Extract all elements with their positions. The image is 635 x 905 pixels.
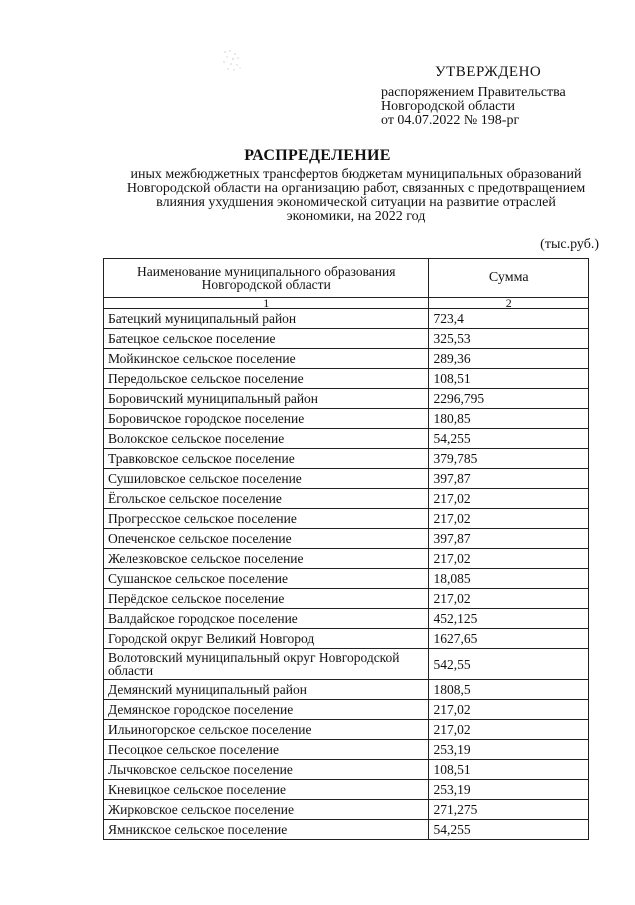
header-name-cell: Наименование муниципального образования Новгородской области: [104, 259, 429, 298]
subtitle-line-1: иных межбюджетных трансфертов бюджетам муниципальных образований: [130, 167, 582, 182]
municipality-name-cell: Кневицкое сельское поселение: [104, 780, 429, 800]
municipality-name-cell: Опеченское сельское поселение: [104, 529, 429, 549]
subtitle-line-3: влияния ухудшения экономической ситуации на развитие отраслей: [156, 195, 556, 210]
table-row: [104, 800, 589, 820]
table-row: [104, 820, 589, 840]
scan-smudge-mark: [221, 48, 243, 74]
amount-cell: 217,02: [429, 589, 589, 609]
municipality-name-cell: Батецкое сельское поселение: [104, 329, 429, 349]
distribution-table: [103, 258, 589, 840]
approval-title: УТВЕРЖДЕНО: [435, 64, 542, 80]
amount-cell: 54,255: [429, 429, 589, 449]
municipality-name-cell: Волотовский муниципальный округ Новгородской области: [104, 649, 429, 680]
amount-cell: 217,02: [429, 549, 589, 569]
table-row: [104, 549, 589, 569]
table-row: [104, 429, 589, 449]
approval-line-2: Новгородской области: [381, 99, 515, 114]
document-title: РАСПРЕДЕЛЕНИЕ: [244, 147, 391, 164]
municipality-name-cell: Ильиногорское сельское поселение: [104, 720, 429, 740]
table-row: [104, 489, 589, 509]
municipality-name-cell: Сушанское сельское поселение: [104, 569, 429, 589]
municipality-name-cell: Демянское городское поселение: [104, 700, 429, 720]
amount-cell: 18,085: [429, 569, 589, 589]
municipality-name-cell: Прогресское сельское поселение: [104, 509, 429, 529]
table-row: [104, 529, 589, 549]
amount-cell: 397,87: [429, 469, 589, 489]
amount-cell: 452,125: [429, 609, 589, 629]
table-row: [104, 409, 589, 429]
table-row: [104, 449, 589, 469]
municipality-name-cell: Боровичское городское поселение: [104, 409, 429, 429]
municipality-name-cell: Перёдское сельское поселение: [104, 589, 429, 609]
table-row: [104, 720, 589, 740]
amount-cell: 379,785: [429, 449, 589, 469]
table-row: [104, 609, 589, 629]
column-number-2: 2: [429, 298, 589, 309]
table-row: [104, 369, 589, 389]
amount-cell: 271,275: [429, 800, 589, 820]
amount-cell: 217,02: [429, 509, 589, 529]
municipality-name-cell: Жирковское сельское поселение: [104, 800, 429, 820]
amount-cell: 217,02: [429, 489, 589, 509]
municipality-name-cell: Ямникское сельское поселение: [104, 820, 429, 840]
amount-cell: 253,19: [429, 740, 589, 760]
table-header-row: [104, 259, 589, 298]
approval-line-1: распоряжением Правительства: [381, 85, 566, 100]
table-row: [104, 760, 589, 780]
table-row: [104, 740, 589, 760]
header-sum-cell: Сумма: [429, 259, 589, 298]
table-row: [104, 629, 589, 649]
table-row: [104, 469, 589, 489]
amount-cell: 108,51: [429, 760, 589, 780]
table-row: [104, 680, 589, 700]
municipality-name-cell: Валдайское городское поселение: [104, 609, 429, 629]
amount-cell: 180,85: [429, 409, 589, 429]
municipality-name-cell: Сушиловское сельское поселение: [104, 469, 429, 489]
table-row: [104, 589, 589, 609]
amount-cell: 253,19: [429, 780, 589, 800]
municipality-name-cell: Городской округ Великий Новгород: [104, 629, 429, 649]
table-row: [104, 649, 589, 680]
subtitle-line-4: экономики, на 2022 год: [286, 209, 426, 224]
amount-cell: 397,87: [429, 529, 589, 549]
column-number-1: 1: [104, 298, 429, 309]
table-row: [104, 509, 589, 529]
amount-cell: 289,36: [429, 349, 589, 369]
municipality-name-cell: Передольское сельское поселение: [104, 369, 429, 389]
amount-cell: 723,4: [429, 309, 589, 329]
municipality-name-cell: Железковское сельское поселение: [104, 549, 429, 569]
approval-line-3: от 04.07.2022 № 198-рг: [381, 113, 520, 128]
municipality-name-cell: Боровичский муниципальный район: [104, 389, 429, 409]
amount-cell: 542,55: [429, 649, 589, 680]
amount-cell: 108,51: [429, 369, 589, 389]
amount-cell: 217,02: [429, 720, 589, 740]
amount-cell: 325,53: [429, 329, 589, 349]
table-row: [104, 309, 589, 329]
municipality-name-cell: Мойкинское сельское поселение: [104, 349, 429, 369]
municipality-name-cell: Лычковское сельское поселение: [104, 760, 429, 780]
municipality-name-cell: Демянский муниципальный район: [104, 680, 429, 700]
amount-cell: 217,02: [429, 700, 589, 720]
municipality-name-cell: Песоцкое сельское поселение: [104, 740, 429, 760]
table-row: [104, 389, 589, 409]
table-row: [104, 700, 589, 720]
amount-cell: 2296,795: [429, 389, 589, 409]
municipality-name-cell: Ёгольское сельское поселение: [104, 489, 429, 509]
table-row: [104, 780, 589, 800]
amount-cell: 1627,65: [429, 629, 589, 649]
municipality-name-cell: Батецкий муниципальный район: [104, 309, 429, 329]
amount-cell: 54,255: [429, 820, 589, 840]
column-number-row: [104, 298, 589, 309]
units-label: (тыс.руб.): [540, 237, 599, 252]
municipality-name-cell: Волокское сельское поселение: [104, 429, 429, 449]
amount-cell: 1808,5: [429, 680, 589, 700]
table-row: [104, 329, 589, 349]
subtitle-line-2: Новгородской области на организацию работ, связанных с предотвращением: [126, 181, 586, 196]
municipality-name-cell: Травковское сельское поселение: [104, 449, 429, 469]
table-row: [104, 569, 589, 589]
table-row: [104, 349, 589, 369]
